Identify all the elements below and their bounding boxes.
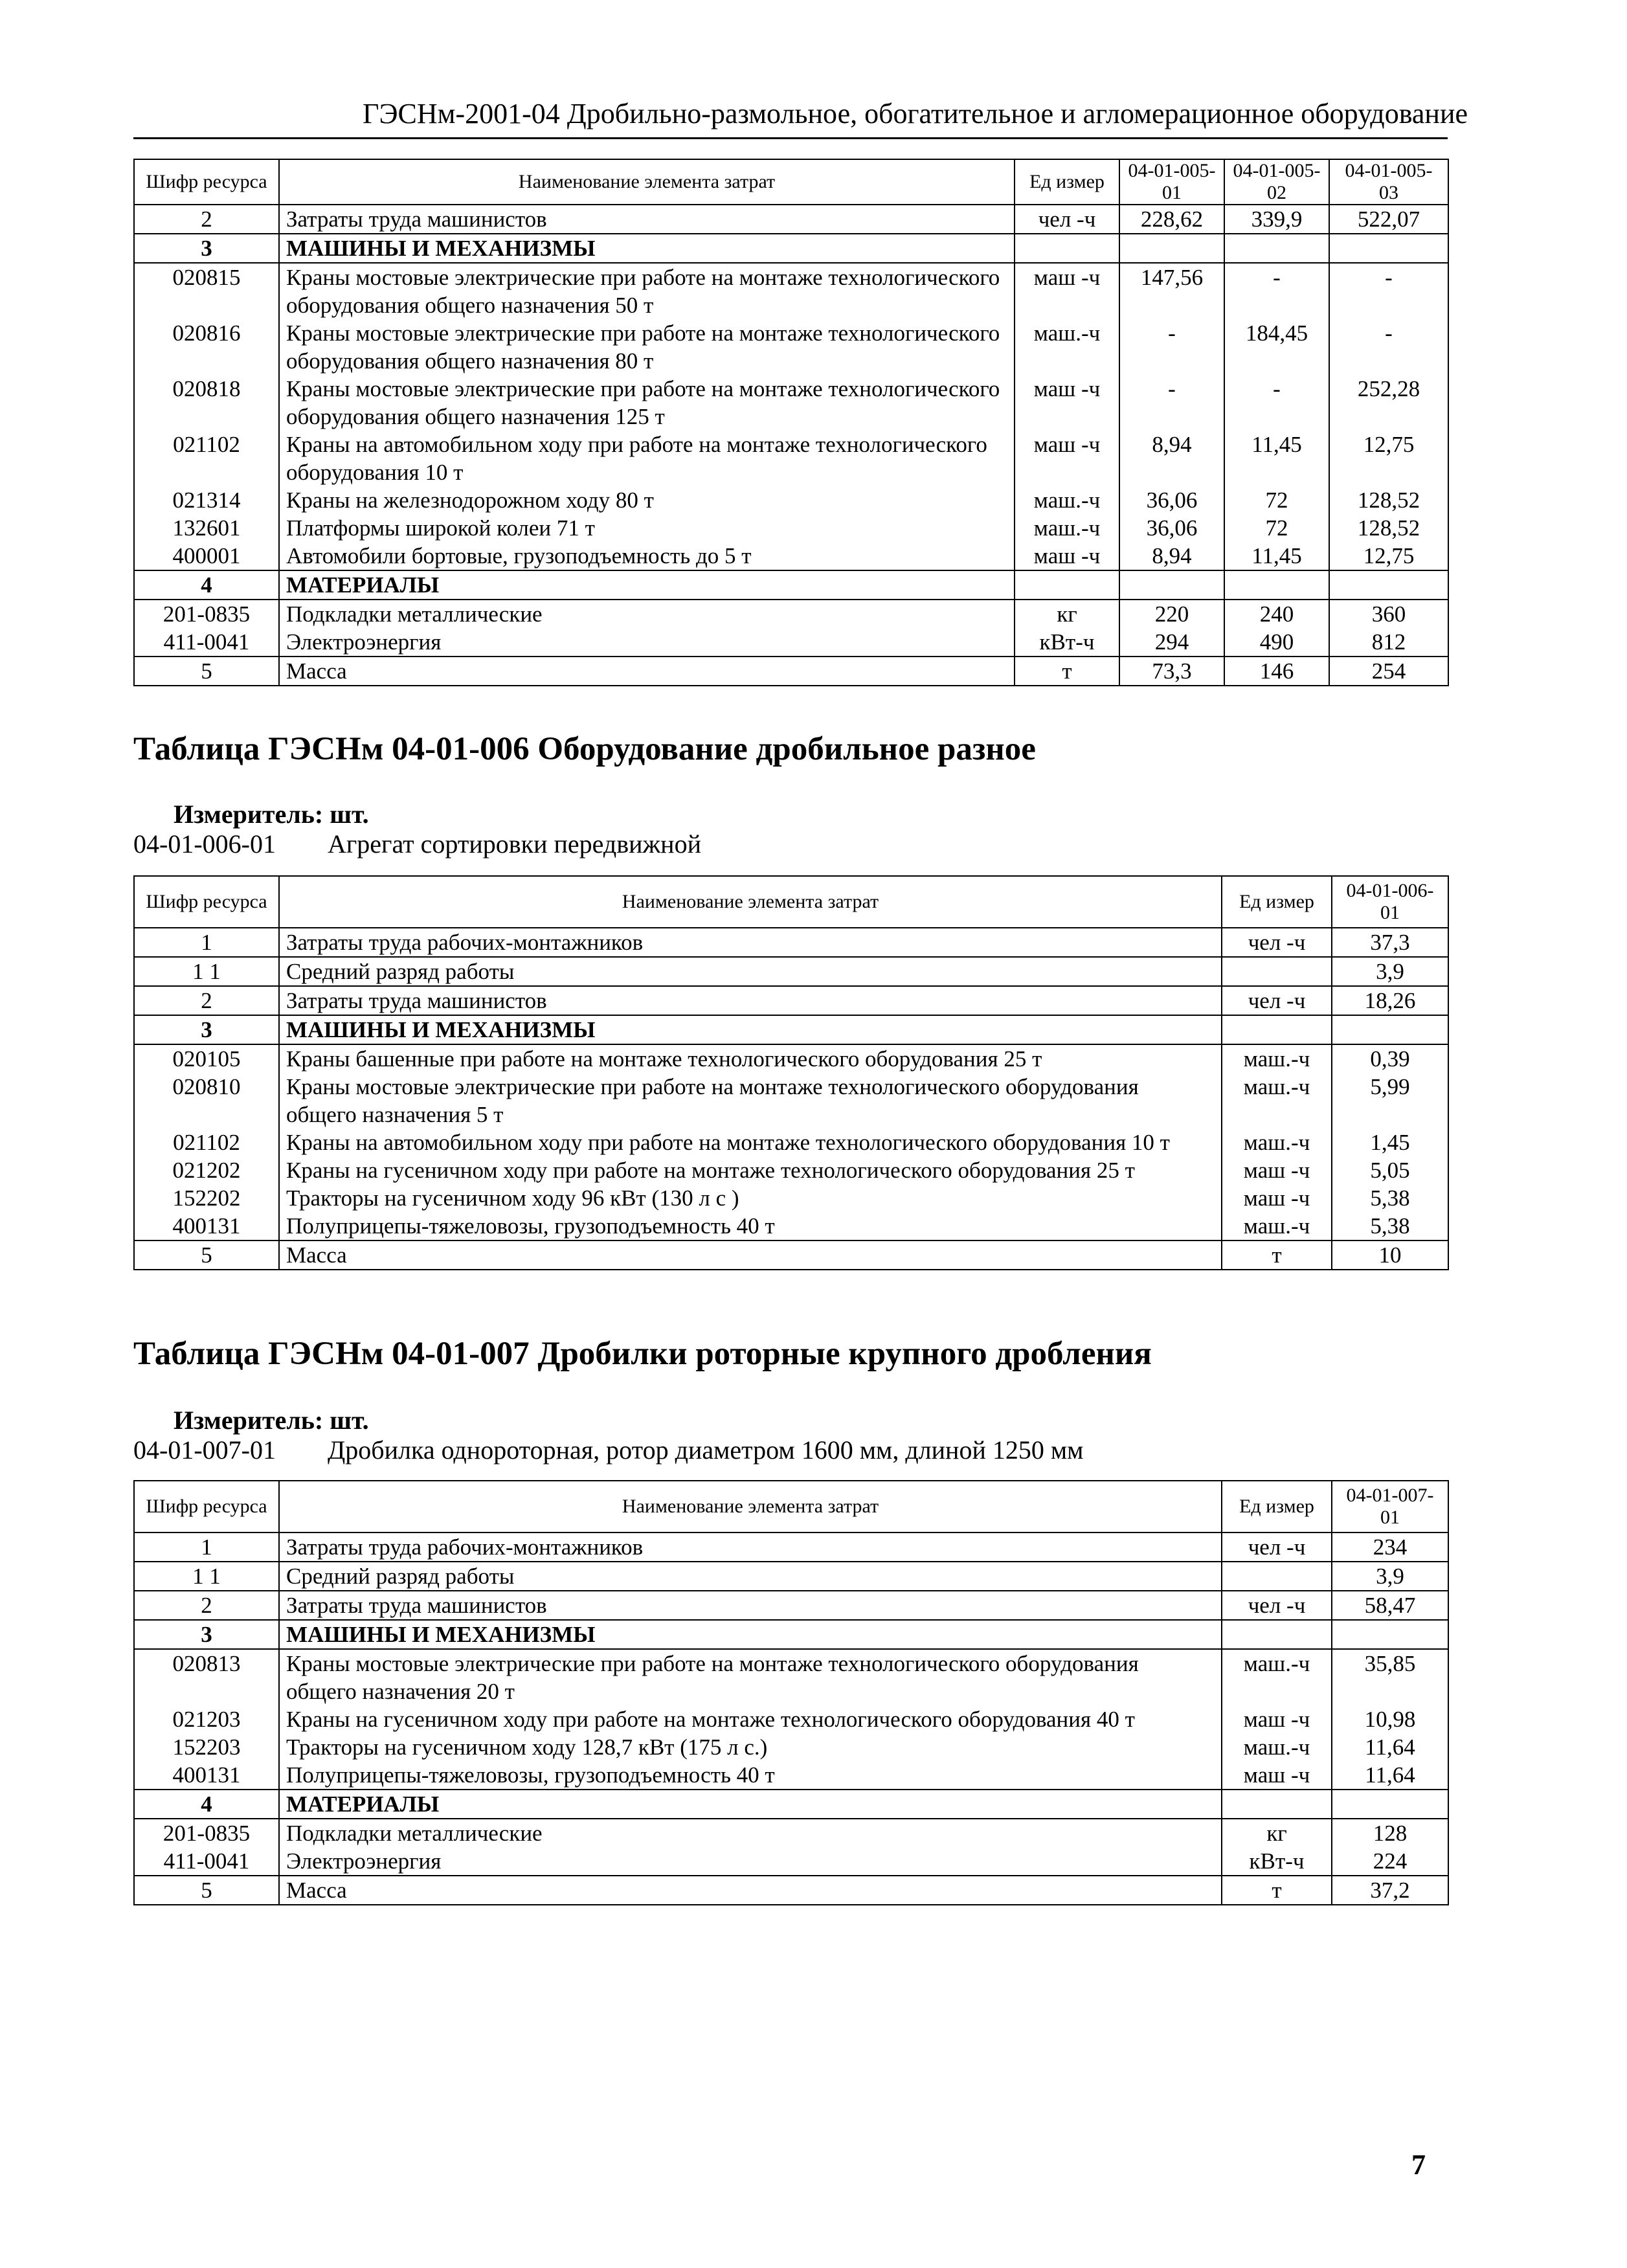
unit: маш -ч xyxy=(1015,375,1119,431)
table-row xyxy=(134,928,1448,957)
value-3: 12,75 xyxy=(1329,431,1448,486)
resource-code: 5 xyxy=(134,1876,279,1905)
table-row xyxy=(134,600,1448,628)
cost-element-name: Затраты труда машинистов xyxy=(279,205,1015,234)
unit: маш.-ч xyxy=(1222,1128,1332,1156)
unit: т xyxy=(1015,657,1119,686)
value-1: 5,99 xyxy=(1332,1073,1448,1128)
value-1: 1,45 xyxy=(1332,1128,1448,1156)
value-1: 58,47 xyxy=(1332,1591,1448,1620)
value-2: 72 xyxy=(1224,514,1329,542)
cost-element-name: Затраты труда рабочих-монтажников xyxy=(279,1533,1222,1562)
unit: чел -ч xyxy=(1222,986,1332,1015)
value-1: 18,26 xyxy=(1332,986,1448,1015)
cost-element-name: Подкладки металлические xyxy=(279,1819,1222,1847)
value-1: - xyxy=(1119,375,1224,431)
table-row xyxy=(134,1790,1448,1819)
resource-code: 411-0041 xyxy=(134,1847,279,1876)
cost-element-name: Краны мостовые электрические при работе на монтаже технологического оборудования общего назначения 50 т xyxy=(279,263,1015,319)
table-row xyxy=(134,375,1448,431)
value-3: 12,75 xyxy=(1329,542,1448,570)
value-1: - xyxy=(1119,319,1224,375)
value-3: 128,52 xyxy=(1329,486,1448,514)
value-1: 11,64 xyxy=(1332,1761,1448,1790)
table-title-04-01-007: Таблица ГЭСНм 04-01-007 Дробилки роторные крупного дробления xyxy=(133,1336,1152,1372)
value-3: 252,28 xyxy=(1329,375,1448,431)
meter-label: Измеритель: шт. xyxy=(174,800,369,829)
value-1: 5,38 xyxy=(1332,1212,1448,1241)
section-code: 3 xyxy=(134,1620,279,1649)
cost-element-name: Краны на гусеничном ходу при работе на монтаже технологического оборудования 40 т xyxy=(279,1705,1222,1733)
value-2: 339,9 xyxy=(1224,205,1329,234)
resource-code: 2 xyxy=(134,1591,279,1620)
cost-element-name: Краны мостовые электрические при работе на монтаже технологического оборудования общего назначения 80 т xyxy=(279,319,1015,375)
table-row xyxy=(134,1015,1448,1044)
unit: чел -ч xyxy=(1222,1591,1332,1620)
header-rule xyxy=(133,137,1448,139)
page-header: ГЭСНм-2001-04 Дробильно-размольное, обогатительное и агломерационное оборудование xyxy=(363,98,1468,129)
cost-element-name: Затраты труда рабочих-монтажников xyxy=(279,928,1222,957)
value-1: 36,06 xyxy=(1119,514,1224,542)
unit: маш -ч xyxy=(1222,1761,1332,1790)
value-1: 220 xyxy=(1119,600,1224,628)
table-row xyxy=(134,431,1448,486)
cost-element-name: Краны башенные при работе на монтаже технологического оборудования 25 т xyxy=(279,1044,1222,1073)
resource-code: 020818 xyxy=(134,375,279,431)
unit: маш -ч xyxy=(1015,431,1119,486)
value-2: 72 xyxy=(1224,486,1329,514)
resource-code: 411-0041 xyxy=(134,628,279,657)
table-header-row xyxy=(134,159,1448,205)
table-row xyxy=(134,628,1448,657)
value-1: 224 xyxy=(1332,1847,1448,1876)
item-name: Агрегат сортировки передвижной xyxy=(328,829,701,859)
col-header-value-1: 04-01-006-01 xyxy=(1332,876,1448,928)
value-1: 3,9 xyxy=(1332,957,1448,986)
table-row xyxy=(134,1761,1448,1790)
col-header-value-2: 04-01-005-02 xyxy=(1224,159,1329,205)
resource-code: 400131 xyxy=(134,1761,279,1790)
value-2: 11,45 xyxy=(1224,431,1329,486)
section-title: МАШИНЫ И МЕХАНИЗМЫ xyxy=(279,1620,1222,1649)
col-header-unit: Ед измер xyxy=(1015,159,1119,205)
unit: маш.-ч xyxy=(1222,1073,1332,1128)
cost-element-name: Платформы широкой колеи 71 т xyxy=(279,514,1015,542)
resource-code: 400001 xyxy=(134,542,279,570)
resource-code: 020815 xyxy=(134,263,279,319)
unit: чел -ч xyxy=(1222,1533,1332,1562)
value-3: 360 xyxy=(1329,600,1448,628)
table-row xyxy=(134,1562,1448,1591)
unit xyxy=(1222,1562,1332,1591)
table-row xyxy=(134,1876,1448,1905)
cost-element-name: Краны мостовые электрические при работе на монтаже технологического оборудования общего назначения 5 т xyxy=(279,1073,1222,1128)
resource-code: 1 xyxy=(134,928,279,957)
page-number: 7 xyxy=(1411,2149,1426,2181)
value-2: - xyxy=(1224,263,1329,319)
table-04-01-006 xyxy=(133,875,1449,1270)
unit xyxy=(1222,957,1332,986)
resource-code: 021102 xyxy=(134,431,279,486)
value-1: 5,05 xyxy=(1332,1156,1448,1184)
cost-element-name: Полуприцепы-тяжеловозы, грузоподъемность 40 т xyxy=(279,1761,1222,1790)
resource-code: 2 xyxy=(134,205,279,234)
cost-element-name: Краны на автомобильном ходу при работе на монтаже технологического оборудования 10 т xyxy=(279,1128,1222,1156)
item-name: Дробилка однороторная, ротор диаметром 1600 мм, длиной 1250 мм xyxy=(328,1435,1084,1465)
unit: кг xyxy=(1222,1819,1332,1847)
value-2: 490 xyxy=(1224,628,1329,657)
cost-element-name: Электроэнергия xyxy=(279,628,1015,657)
table-04-01-007 xyxy=(133,1480,1449,1905)
value-3: 128,52 xyxy=(1329,514,1448,542)
cost-element-name: Тракторы на гусеничном ходу 96 кВт (130 л с ) xyxy=(279,1184,1222,1212)
cost-element-name: Средний разряд работы xyxy=(279,1562,1222,1591)
cost-element-name: Средний разряд работы xyxy=(279,957,1222,986)
section-title: МАТЕРИАЛЫ xyxy=(279,1790,1222,1819)
value-3: 812 xyxy=(1329,628,1448,657)
item-line xyxy=(133,1435,1083,1465)
col-header-unit: Ед измер xyxy=(1222,1481,1332,1533)
table-row xyxy=(134,1212,1448,1241)
value-1: 35,85 xyxy=(1332,1649,1448,1705)
value-1: 11,64 xyxy=(1332,1733,1448,1761)
resource-code: 020810 xyxy=(134,1073,279,1128)
table-row xyxy=(134,514,1448,542)
value-1: 128 xyxy=(1332,1819,1448,1847)
value-1: 147,56 xyxy=(1119,263,1224,319)
cost-element-name: Электроэнергия xyxy=(279,1847,1222,1876)
col-header-value-1: 04-01-007-01 xyxy=(1332,1481,1448,1533)
resource-code: 1 xyxy=(134,1533,279,1562)
item-line xyxy=(133,829,701,859)
cost-element-name: Затраты труда машинистов xyxy=(279,1591,1222,1620)
value-1: 294 xyxy=(1119,628,1224,657)
resource-code: 1 1 xyxy=(134,1562,279,1591)
unit: маш -ч xyxy=(1222,1156,1332,1184)
cost-element-name: Автомобили бортовые, грузоподъемность до 5 т xyxy=(279,542,1015,570)
value-2: 146 xyxy=(1224,657,1329,686)
unit: маш.-ч xyxy=(1222,1733,1332,1761)
resource-code: 5 xyxy=(134,1241,279,1270)
table-title-04-01-006: Таблица ГЭСНм 04-01-006 Оборудование дробильное разное xyxy=(133,731,1036,767)
section-code: 4 xyxy=(134,1790,279,1819)
value-1: 234 xyxy=(1332,1533,1448,1562)
resource-code: 2 xyxy=(134,986,279,1015)
section-code: 4 xyxy=(134,570,279,600)
value-1: 73,3 xyxy=(1119,657,1224,686)
cost-element-name: Масса xyxy=(279,1876,1222,1905)
unit: маш.-ч xyxy=(1222,1212,1332,1241)
table-row xyxy=(134,1620,1448,1649)
col-header-name: Наименование элемента затрат xyxy=(279,159,1015,205)
col-header-code: Шифр ресурса xyxy=(134,1481,279,1533)
value-1: 8,94 xyxy=(1119,542,1224,570)
unit: маш.-ч xyxy=(1222,1649,1332,1705)
value-1: 8,94 xyxy=(1119,431,1224,486)
col-header-unit: Ед измер xyxy=(1222,876,1332,928)
unit: т xyxy=(1222,1241,1332,1270)
cost-element-name: Краны мостовые электрические при работе на монтаже технологического оборудования общего назначения 125 т xyxy=(279,375,1015,431)
table-row xyxy=(134,1128,1448,1156)
cost-element-name: Краны мостовые электрические при работе на монтаже технологического оборудования общего назначения 20 т xyxy=(279,1649,1222,1705)
unit: кг xyxy=(1015,600,1119,628)
table-row xyxy=(134,1705,1448,1733)
unit: маш -ч xyxy=(1015,263,1119,319)
table-row xyxy=(134,1156,1448,1184)
table-row xyxy=(134,957,1448,986)
resource-code: 1 1 xyxy=(134,957,279,986)
cost-element-name: Тракторы на гусеничном ходу 128,7 кВт (175 л с.) xyxy=(279,1733,1222,1761)
resource-code: 152203 xyxy=(134,1733,279,1761)
unit: чел -ч xyxy=(1222,928,1332,957)
resource-code: 152202 xyxy=(134,1184,279,1212)
cost-element-name: Полуприцепы-тяжеловозы, грузоподъемность 40 т xyxy=(279,1212,1222,1241)
table-row xyxy=(134,1073,1448,1128)
resource-code: 020813 xyxy=(134,1649,279,1705)
table-row xyxy=(134,1591,1448,1620)
table-row xyxy=(134,319,1448,375)
value-1: 10,98 xyxy=(1332,1705,1448,1733)
value-3: - xyxy=(1329,263,1448,319)
cost-element-name: Краны на железнодорожном ходу 80 т xyxy=(279,486,1015,514)
resource-code: 132601 xyxy=(134,514,279,542)
meter-label: Измеритель: шт. xyxy=(174,1406,369,1435)
col-header-name: Наименование элемента затрат xyxy=(279,876,1222,928)
table-row xyxy=(134,1847,1448,1876)
cost-element-name: Масса xyxy=(279,657,1015,686)
value-1: 0,39 xyxy=(1332,1044,1448,1073)
table-row xyxy=(134,1733,1448,1761)
section-code: 3 xyxy=(134,1015,279,1044)
resource-code: 201-0835 xyxy=(134,1819,279,1847)
col-header-value-3: 04-01-005-03 xyxy=(1329,159,1448,205)
value-3: 254 xyxy=(1329,657,1448,686)
table-row xyxy=(134,1184,1448,1212)
resource-code: 021102 xyxy=(134,1128,279,1156)
cost-element-name: Подкладки металлические xyxy=(279,600,1015,628)
resource-code: 021202 xyxy=(134,1156,279,1184)
value-2: 240 xyxy=(1224,600,1329,628)
unit: маш -ч xyxy=(1015,542,1119,570)
cost-element-name: Краны на автомобильном ходу при работе на монтаже технологического оборудования 10 т xyxy=(279,431,1015,486)
table-row xyxy=(134,1044,1448,1073)
value-2: - xyxy=(1224,375,1329,431)
section-title: МАШИНЫ И МЕХАНИЗМЫ xyxy=(279,1015,1222,1044)
resource-code: 5 xyxy=(134,657,279,686)
resource-code: 021203 xyxy=(134,1705,279,1733)
value-1: 36,06 xyxy=(1119,486,1224,514)
item-code: 04-01-007-01 xyxy=(133,1435,276,1465)
cost-element-name: Краны на гусеничном ходу при работе на монтаже технологического оборудования 25 т xyxy=(279,1156,1222,1184)
table-row xyxy=(134,570,1448,600)
unit: маш.-ч xyxy=(1222,1044,1332,1073)
table-04-01-005 xyxy=(133,159,1449,686)
value-1: 228,62 xyxy=(1119,205,1224,234)
table-row xyxy=(134,542,1448,570)
table-row xyxy=(134,263,1448,319)
unit: маш.-ч xyxy=(1015,486,1119,514)
value-1: 5,38 xyxy=(1332,1184,1448,1212)
value-2: 184,45 xyxy=(1224,319,1329,375)
value-1: 3,9 xyxy=(1332,1562,1448,1591)
value-1: 37,3 xyxy=(1332,928,1448,957)
col-header-code: Шифр ресурса xyxy=(134,159,279,205)
table-row xyxy=(134,986,1448,1015)
col-header-name: Наименование элемента затрат xyxy=(279,1481,1222,1533)
table-row xyxy=(134,234,1448,263)
cost-element-name: Затраты труда машинистов xyxy=(279,986,1222,1015)
table-row xyxy=(134,1533,1448,1562)
col-header-value-1: 04-01-005-01 xyxy=(1119,159,1224,205)
table-header-row xyxy=(134,876,1448,928)
table-row xyxy=(134,205,1448,234)
resource-code: 021314 xyxy=(134,486,279,514)
unit: кВт-ч xyxy=(1015,628,1119,657)
unit: маш.-ч xyxy=(1015,319,1119,375)
cost-element-name: Масса xyxy=(279,1241,1222,1270)
unit: маш.-ч xyxy=(1015,514,1119,542)
item-code: 04-01-006-01 xyxy=(133,829,276,859)
table-header-row xyxy=(134,1481,1448,1533)
resource-code: 020105 xyxy=(134,1044,279,1073)
table-row xyxy=(134,1819,1448,1847)
section-code: 3 xyxy=(134,234,279,263)
table-row xyxy=(134,1649,1448,1705)
unit: чел -ч xyxy=(1015,205,1119,234)
resource-code: 020816 xyxy=(134,319,279,375)
section-title: МАТЕРИАЛЫ xyxy=(279,570,1015,600)
resource-code: 400131 xyxy=(134,1212,279,1241)
table-row xyxy=(134,657,1448,686)
table-row xyxy=(134,486,1448,514)
value-1: 10 xyxy=(1332,1241,1448,1270)
value-3: - xyxy=(1329,319,1448,375)
unit: маш -ч xyxy=(1222,1184,1332,1212)
value-2: 11,45 xyxy=(1224,542,1329,570)
unit: кВт-ч xyxy=(1222,1847,1332,1876)
col-header-code: Шифр ресурса xyxy=(134,876,279,928)
unit: т xyxy=(1222,1876,1332,1905)
table-row xyxy=(134,1241,1448,1270)
resource-code: 201-0835 xyxy=(134,600,279,628)
value-3: 522,07 xyxy=(1329,205,1448,234)
unit: маш -ч xyxy=(1222,1705,1332,1733)
value-1: 37,2 xyxy=(1332,1876,1448,1905)
section-title: МАШИНЫ И МЕХАНИЗМЫ xyxy=(279,234,1015,263)
